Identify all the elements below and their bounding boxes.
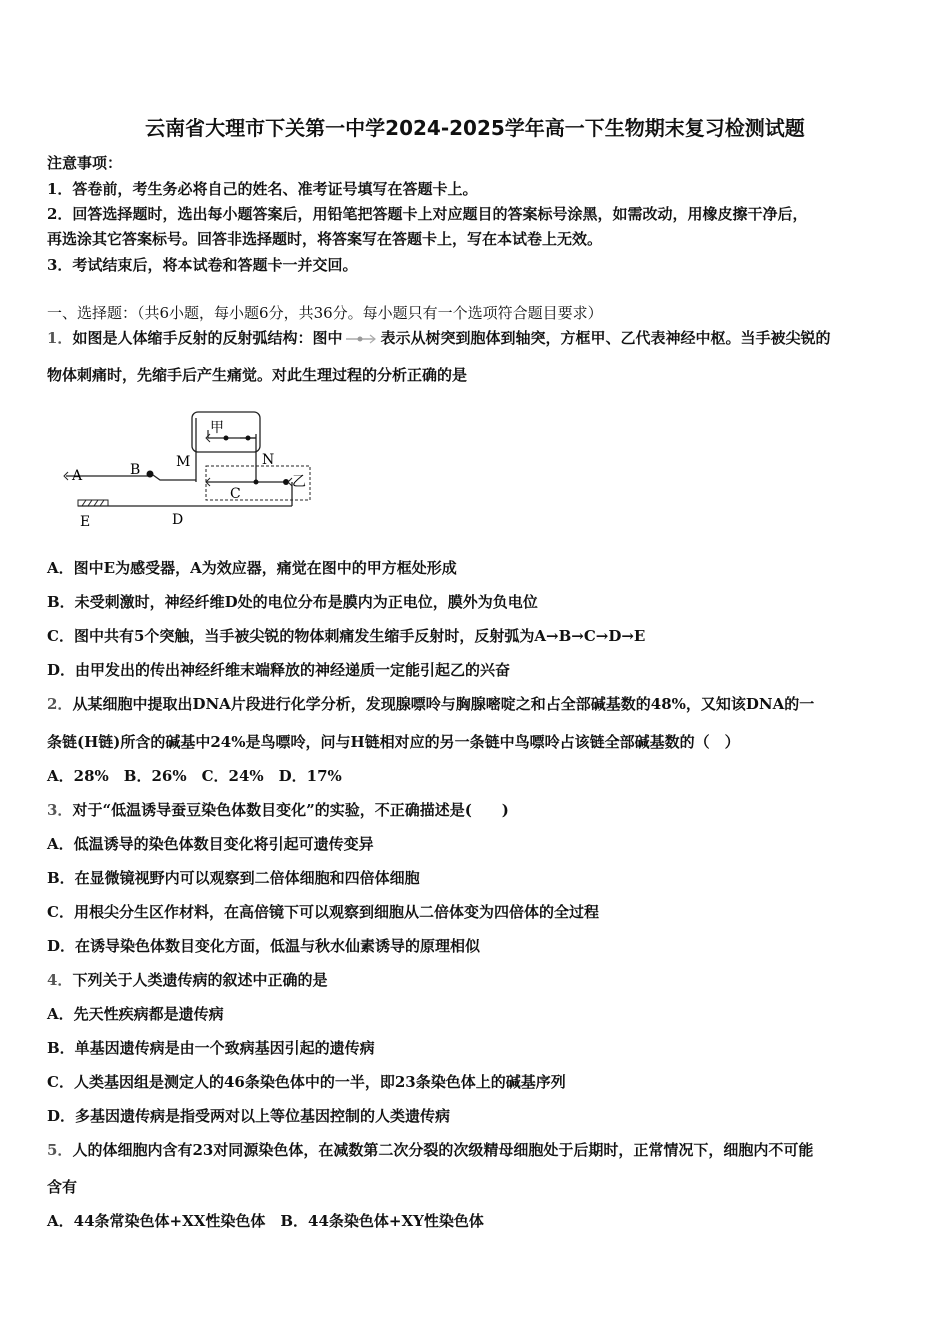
option: D．在诱导染色体数目变化方面，低温与秋水仙素诱导的原理相似: [47, 937, 481, 955]
center-jia-box: [192, 412, 260, 452]
option: A．28% B．26% C．24% D．17%: [47, 767, 342, 785]
question-number: 4．: [47, 971, 73, 989]
question-1-line: 1．如图是人体缩手反射的反射弧结构：图中 表示从树突到胞体到轴突，方框甲、乙代表神经中枢。当手被尖锐的: [47, 329, 831, 347]
question-number: 2．: [47, 695, 73, 713]
label-jia: 甲: [210, 420, 224, 436]
question-3-line: 3．对于“低温诱导蚕豆染色体数目变化”的实验，不正确描述是( ): [47, 801, 509, 819]
note-item: 3．考试结束后，将本试卷和答题卡一并交回。: [47, 256, 358, 274]
label-N: N: [262, 452, 275, 468]
option: A．44条常染色体+XX性染色体 B．44条染色体+XY性染色体: [47, 1212, 484, 1230]
note-item: 2．回答选择题时，选出每小题答案后，用铅笔把答题卡上对应题目的答案标号涂黑，如需改动，用橡皮擦干净后，: [47, 205, 808, 223]
question-1-line: 物体刺痛时，先缩手后产生痛觉。对此生理过程的分析正确的是: [47, 366, 468, 384]
label-C: C: [230, 486, 241, 502]
label-D: D: [172, 512, 184, 528]
label-E: E: [80, 514, 91, 530]
neuron-symbol-icon: [344, 332, 378, 346]
label-M: M: [176, 454, 191, 470]
option: A．低温诱导的染色体数目变化将引起可遗传变异: [47, 835, 374, 853]
label-B: B: [130, 462, 141, 478]
option: B．未受刺激时，神经纤维D处的电位分布是膜内为正电位，膜外为负电位: [47, 593, 538, 611]
notes-heading: 注意事项：: [47, 154, 123, 172]
option: A．先天性疾病都是遗传病: [47, 1005, 224, 1023]
reflex-arc-diagram: [60, 408, 320, 533]
option: A．图中E为感受器，A为效应器，痛觉在图中的甲方框处形成: [47, 559, 457, 577]
question-5-line: 含有: [47, 1178, 78, 1196]
option: C．图中共有5个突触，当手被尖锐的物体刺痛发生缩手反射时，反射弧为A→B→C→D→E: [47, 627, 646, 645]
label-yi: 乙: [292, 474, 306, 490]
option: D．由甲发出的传出神经纤维末端释放的神经递质一定能引起乙的兴奋: [47, 661, 511, 679]
note-item: 1．答卷前，考生务必将自己的姓名、准考证号填写在答题卡上。: [47, 180, 478, 198]
option: B．在显微镜视野内可以观察到二倍体细胞和四倍体细胞: [47, 869, 420, 887]
question-number: 5．: [47, 1141, 73, 1159]
note-item: 再选涂其它答案标号。回答非选择题时，将答案写在答题卡上，写在本试卷上无效。: [47, 230, 603, 248]
question-2-line: 2．从某细胞中提取出DNA片段进行化学分析，发现腺嘌呤与胸腺嘧啶之和占全部碱基数的48%，又知该DNA的一: [47, 695, 815, 713]
option: B．单基因遗传病是由一个致病基因引起的遗传病: [47, 1039, 375, 1057]
section-heading: 一、选择题：（共6小题，每小题6分，共36分。每小题只有一个选项符合题目要求）: [47, 304, 603, 322]
option: C．人类基因组是测定人的46条染色体中的一半，即23条染色体上的碱基序列: [47, 1073, 566, 1091]
question-number: 1．: [47, 329, 73, 347]
option: C．用根尖分生区作材料，在高倍镜下可以观察到细胞从二倍体变为四倍体的全过程: [47, 903, 599, 921]
question-2-line: 条链(H链)所含的碱基中24%是鸟嘌呤，问与H链相对应的另一条链中鸟嘌呤占该链全部碱基数的（ ）: [47, 733, 740, 751]
question-number: 3．: [47, 801, 73, 819]
label-A: A: [72, 468, 83, 484]
question-5-line: 5．人的体细胞内含有23对同源染色体，在减数第二次分裂的次级精母细胞处于后期时，正常情况下，细胞内不可能: [47, 1141, 814, 1159]
question-4-line: 4．下列关于人类遗传病的叙述中正确的是: [47, 971, 328, 989]
option: D．多基因遗传病是指受两对以上等位基因控制的人类遗传病: [47, 1107, 451, 1125]
page-title: 云南省大理市下关第一中学2024-2025学年高一下生物期末复习检测试题: [145, 116, 805, 140]
